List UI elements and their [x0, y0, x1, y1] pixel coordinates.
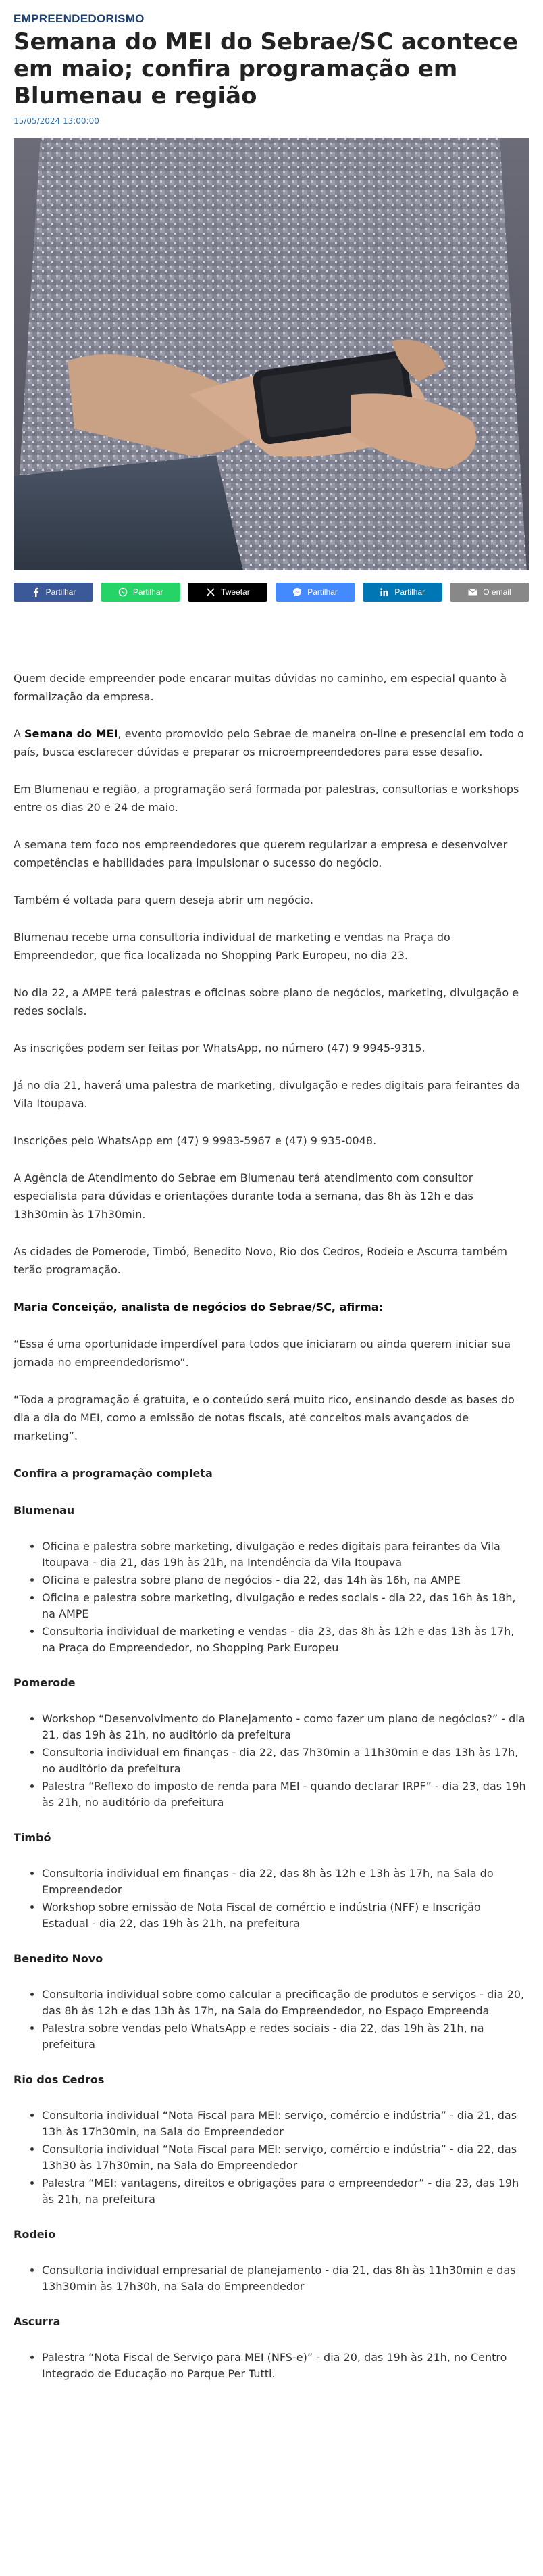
page-title: Semana do MEI do Sebrae/SC acontece em maio; confira programação em Blumenau e região — [14, 28, 519, 110]
share-bar — [14, 583, 529, 602]
paragraph-text: , evento promovido pelo Sebrae de maneira on-line e presencial em todo o país, busca esclarecer dúvidas e preparar os microempreendedores para esse desafio. — [14, 727, 524, 758]
list-item: • Workshop “Desenvolvimento do Planejamento - como fazer um plano de negócios?” - dia 21, das 19h às 21h, no auditório da prefeitura — [42, 1711, 529, 1743]
linkedin-icon — [380, 587, 389, 597]
share-facebook-label: Partilhar — [45, 587, 76, 597]
paragraph: Blumenau recebe uma consultoria individual de marketing e vendas na Praça do Empreendedor, que fica localizada no Shopping Park Europeu, no dia 23. — [14, 931, 450, 962]
list-item: • Consultoria individual sobre como calcular a precificação de produtos e serviços - dia 20, das 8h às 12h e das 13h às 17h, na Sala do Empreendedor, no Espaço Empreenda — [42, 1987, 529, 2019]
quote-attribution: Maria Conceição, analista de negócios do Sebrae/SC, afirma: — [14, 1301, 383, 1313]
list-item: • Consultoria individual “Nota Fiscal para MEI: serviço, comércio e indústria” - dia 21, das 13h às 17h30min, na Sala do Empreendedor — [42, 2108, 529, 2140]
messenger-icon — [292, 587, 302, 597]
city-heading: Rodeio — [14, 2228, 56, 2241]
city-heading: Rio dos Cedros — [14, 2073, 105, 2086]
city-heading: Blumenau — [14, 1504, 75, 1517]
paragraph: Quem decide empreender pode encarar muitas dúvidas no caminho, em especial quanto à formalização da empresa. — [14, 672, 507, 703]
list-item: • Consultoria individual empresarial de planejamento - dia 21, das 8h às 11h30min e das 13h30min às 17h30h, na Sala do Empreendedor — [42, 2262, 529, 2295]
share-whatsapp-label: Partilhar — [132, 587, 163, 597]
share-messenger-label: Partilhar — [307, 587, 338, 597]
city-list — [14, 1987, 529, 2053]
share-facebook-button[interactable] — [14, 583, 93, 602]
share-messenger-button[interactable] — [276, 583, 355, 602]
paragraph: As cidades de Pomerode, Timbó, Benedito Novo, Rio dos Cedros, Rodeio e Ascurra também terão programação. — [14, 1245, 507, 1276]
event-name: Semana do MEI — [24, 727, 118, 740]
city-heading: Benedito Novo — [14, 1952, 103, 1965]
list-item: • Consultoria individual de marketing e vendas - dia 23, das 8h às 12h e das 13h às 17h, na Praça do Empreendedor, no Shopping Park Europeu — [42, 1624, 529, 1656]
share-email-button[interactable] — [450, 583, 529, 602]
article-body — [14, 669, 529, 2382]
share-linkedin-label: Partilhar — [394, 587, 425, 597]
list-item: • Consultoria individual em finanças - dia 22, das 8h às 12h e 13h às 17h, na Sala do Empreendedor — [42, 1866, 529, 1898]
city-list — [14, 2262, 529, 2295]
city-list — [14, 1711, 529, 1811]
x-icon — [206, 587, 215, 597]
share-twitter-label: Tweetar — [221, 587, 250, 597]
category-label[interactable]: EMPREENDEDORISMO — [14, 12, 145, 25]
paragraph: No dia 22, a AMPE terá palestras e oficinas sobre plano de negócios, marketing, divulgação e redes sociais. — [14, 986, 519, 1017]
program-heading: Confira a programação completa — [14, 1467, 213, 1480]
hero-image — [14, 138, 529, 570]
paragraph: Já no dia 21, haverá uma palestra de marketing, divulgação e redes digitais para feirantes da Vila Itoupava. — [14, 1079, 521, 1110]
paragraph: Também é voltada para quem deseja abrir um negócio. — [14, 894, 313, 906]
list-item: • Oficina e palestra sobre marketing, divulgação e redes digitais para feirantes da Vila Itoupava - dia 21, das 19h às 21h, na Intendência da Vila Itoupava — [42, 1538, 529, 1571]
list-item: • Palestra “MEI: vantagens, direitos e obrigações para o empreendedor” - dia 23, das 19h às 21h, na prefeitura — [42, 2175, 529, 2208]
list-item: • Oficina e palestra sobre marketing, divulgação e redes sociais - dia 22, das 16h às 18h, na AMPE — [42, 1590, 529, 1622]
paragraph: A semana tem foco nos empreendedores que querem regularizar a empresa e desenvolver competências e habilidades para impulsionar o sucesso do negócio. — [14, 838, 508, 869]
list-item: • Palestra “Nota Fiscal de Serviço para MEI (NFS-e)” - dia 20, das 19h às 21h, no Centro Integrado de Educação no Parque Per Tutti. — [42, 2350, 529, 2382]
city-list — [14, 2350, 529, 2382]
paragraph: As inscrições podem ser feitas por WhatsApp, no número (47) 9 9945-9315. — [14, 1042, 425, 1054]
city-heading: Timbó — [14, 1831, 51, 1844]
list-item: • Oficina e palestra sobre plano de negócios - dia 22, das 14h às 16h, na AMPE — [42, 1572, 529, 1588]
quote: “Toda a programação é gratuita, e o conteúdo será muito rico, ensinando desde as bases do dia a dia do MEI, como a emissão de notas fiscais, até conceitos mais avançados de marketing”. — [14, 1393, 515, 1442]
list-item: • Workshop sobre emissão de Nota Fiscal de comércio e indústria (NFF) e Inscrição Estadual - dia 22, das 19h às 21h, na prefeitura — [42, 1899, 529, 1932]
paragraph — [14, 1298, 529, 1316]
city-heading: Pomerode — [14, 1676, 76, 1689]
paragraph: Inscrições pelo WhatsApp em (47) 9 9983-5967 e (47) 9 935-0048. — [14, 1134, 377, 1147]
paragraph-text: A — [14, 727, 25, 740]
paragraph: A Agência de Atendimento do Sebrae em Blumenau terá atendimento com consultor especialista para dúvidas e orientações durante toda a semana, das 8h às 12h e das 13h30min às 17h30min. — [14, 1171, 473, 1221]
list-item: • Palestra “Reflexo do imposto de renda para MEI - quando declarar IRPF” - dia 23, das 19h às 21h, no auditório da prefeitura — [42, 1778, 529, 1811]
list-item: • Consultoria individual em finanças - dia 22, das 7h30min a 11h30min e das 13h às 17h, no auditório da prefeitura — [42, 1745, 529, 1777]
share-linkedin-button[interactable] — [363, 583, 442, 602]
share-whatsapp-button[interactable] — [101, 583, 180, 602]
paragraph: Em Blumenau e região, a programação será formada por palestras, consultorias e workshops entre os dias 20 e 24 de maio. — [14, 783, 519, 814]
list-item: • Palestra sobre vendas pelo WhatsApp e redes sociais - dia 22, das 19h às 21h, na prefeitura — [42, 2020, 529, 2053]
quote: “Essa é uma oportunidade imperdível para todos que iniciaram ou ainda querem iniciar sua jornada no empreendedorismo”. — [14, 1338, 511, 1369]
share-twitter-button[interactable] — [188, 583, 267, 602]
facebook-icon — [31, 587, 41, 597]
list-item: • Consultoria individual “Nota Fiscal para MEI: serviço, comércio e indústria” - dia 22, das 13h30 às 17h30min, na Sala do Empreendedor — [42, 2141, 529, 2174]
publish-date: 15/05/2024 13:00:00 — [14, 116, 99, 126]
city-list — [14, 1538, 529, 1656]
share-email-label: O email — [483, 587, 511, 597]
city-list — [14, 1866, 529, 1932]
whatsapp-icon — [118, 587, 128, 597]
mail-icon — [468, 587, 477, 597]
city-heading: Ascurra — [14, 2315, 61, 2328]
paragraph — [14, 725, 529, 761]
city-list — [14, 2108, 529, 2208]
